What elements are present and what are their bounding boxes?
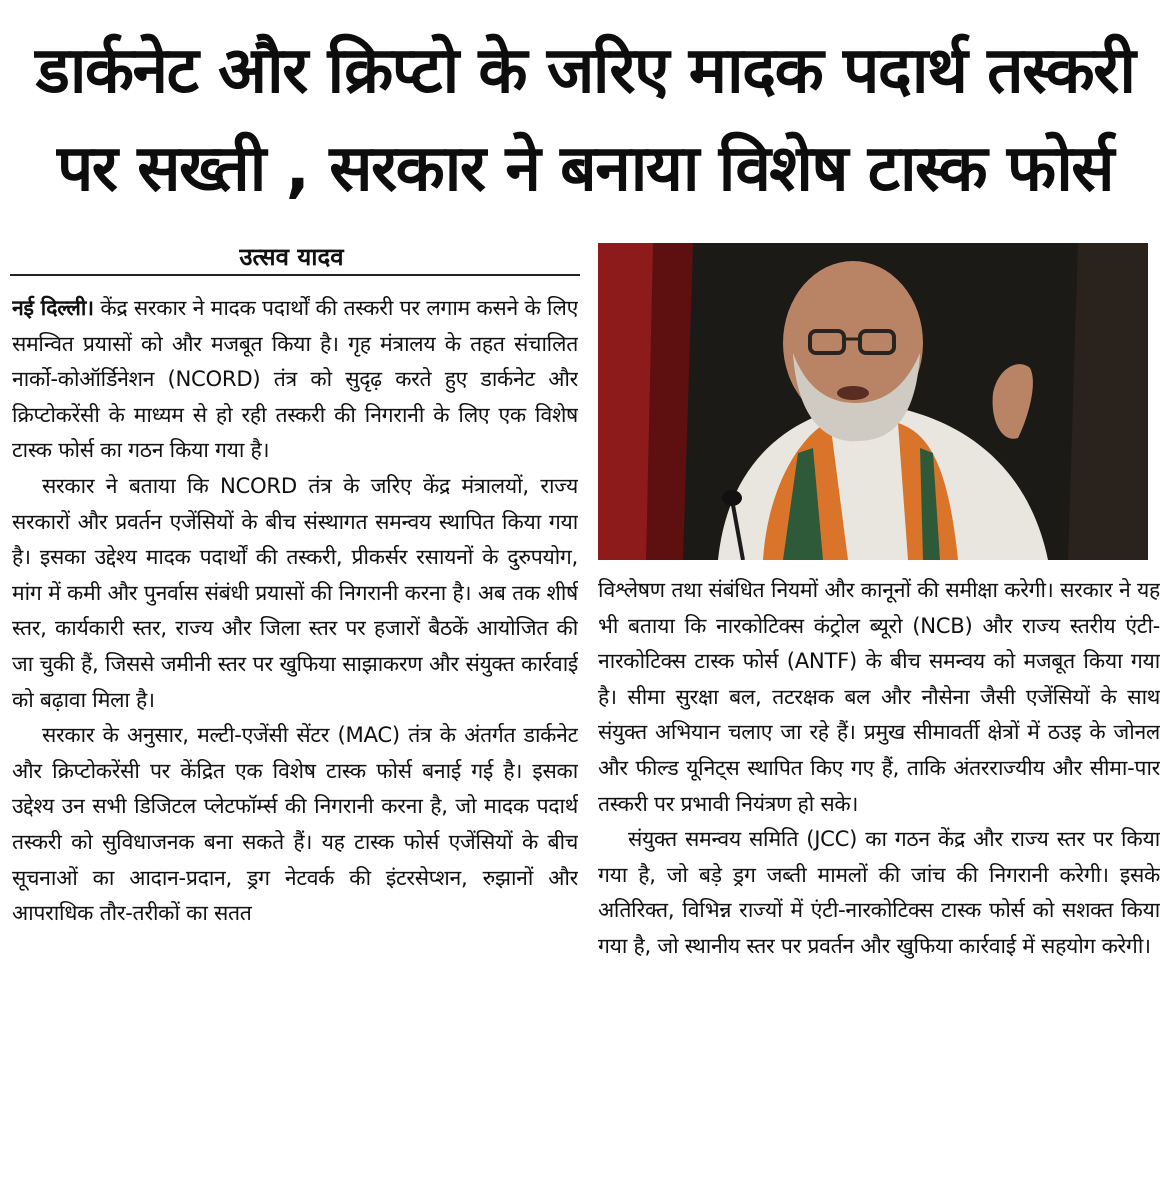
byline-divider <box>10 274 580 276</box>
news-photo <box>598 243 1148 560</box>
headline <box>10 22 1160 218</box>
article-column-right <box>598 572 1160 1172</box>
article-column-left <box>12 290 578 1180</box>
speaker-photo-illustration <box>598 243 1148 560</box>
paragraph-3: सरकार के अनुसार, मल्टी-एजेंसी सेंटर (MAC) तंत्र के अंतर्गत डार्कनेट और क्रिप्टोकरेंसी पर केंद्रित एक विशेष टास्क फोर्स बनाई गई है। इसका उद्देश्य उन सभी डिजिटल प्लेटफॉर्म्स की निगरानी करना है, जो मादक पदार्थ तस्करी को सुविधाजनक बना सकते हैं। यह टास्क फोर्स एजेंसियों के बीच सूचनाओं का आदान-प्रदान, ड्रग नेटवर्क की इंटरसेप्शन, रुझानों और आपराधिक तौर-तरीकों का सतत <box>12 722 578 926</box>
headline-line-1: डार्कनेट और क्रिप्टो के जरिए मादक पदार्थ तस्करी <box>35 34 1135 108</box>
paragraph-2: सरकार ने बताया कि NCORD तंत्र के जरिए केंद्र मंत्रालयों, राज्य सरकारों और प्रवर्तन एजेंसियों के बीच संस्थागत समन्वय स्थापित किया गया है। इसका उद्देश्य मादक पदार्थों की तस्करी, प्रीकर्सर रसायनों के दुरुपयोग, मांग में कमी और पुनर्वास संबंधी प्रयासों की निगरानी करना है। अब तक शीर्ष स्तर, कार्यकारी स्तर, राज्य और जिला स्तर पर हजारों बैठकें आयोजित की जा चुकी हैं, जिससे जमीनी स्तर पर खुफिया साझाकरण और संयुक्त कार्रवाई को बढ़ावा मिला है। <box>12 472 578 712</box>
headline-line-2: पर सख्ती , सरकार ने बनाया विशेष टास्क फोर्स <box>56 132 1114 206</box>
paragraph-1 <box>12 290 578 468</box>
microphone-icon <box>722 490 742 506</box>
paragraph-1-text: केंद्र सरकार ने मादक पदार्थों की तस्करी पर लगाम कसने के लिए समन्वित प्रयासों को और मजबूत किया है। गृह मंत्रालय के तहत संचालित नार्को-कोऑर्डिनेशन (NCORD) तंत्र को सुदृढ़ करते हुए डार्कनेट और क्रिप्टोकरेंसी के माध्यम से हो रही तस्करी की निगरानी के लिए एक विशेष टास्क फोर्स का गठन किया गया है। <box>12 295 578 463</box>
paragraph-4: संयुक्त समन्वय समिति (JCC) का गठन केंद्र और राज्य स्तर पर किया गया है, जो बड़े ड्रग जब्ती मामलों की जांच की निगरानी करेगी। इसके अतिरिक्त, विभिन्न राज्यों में एंटी-नारकोटिक्स टास्क फोर्स को सशक्त किया गया है, जो स्थानीय स्तर पर प्रवर्तन और खुफिया कार्रवाई में सहयोग करेगी। <box>598 826 1160 958</box>
paragraph-3-continued: विश्लेषण तथा संबंधित नियमों और कानूनों की समीक्षा करेगी। सरकार ने यह भी बताया कि नारकोटिक्स कंट्रोल ब्यूरो (NCB) और राज्य स्तरीय एंटी-नारकोटिक्स टास्क फोर्स (ANTF) के बीच समन्वय को मजबूत किया गया है। सीमा सुरक्षा बल, तटरक्षक बल और नौसेना जैसी एजेंसियों के साथ संयुक्त अभियान चलाए जा रहे हैं। प्रमुख सीमावर्ती क्षेत्रों में ठउइ के जोनल और फील्ड यूनिट्स स्थापित किए गए हैं, ताकि अंतरराज्यीय और सीमा-पार तस्करी पर प्रभावी नियंत्रण हो सके। <box>598 577 1160 816</box>
byline: उत्सव यादव <box>239 243 344 271</box>
dateline: नई दिल्ली। <box>12 295 94 320</box>
